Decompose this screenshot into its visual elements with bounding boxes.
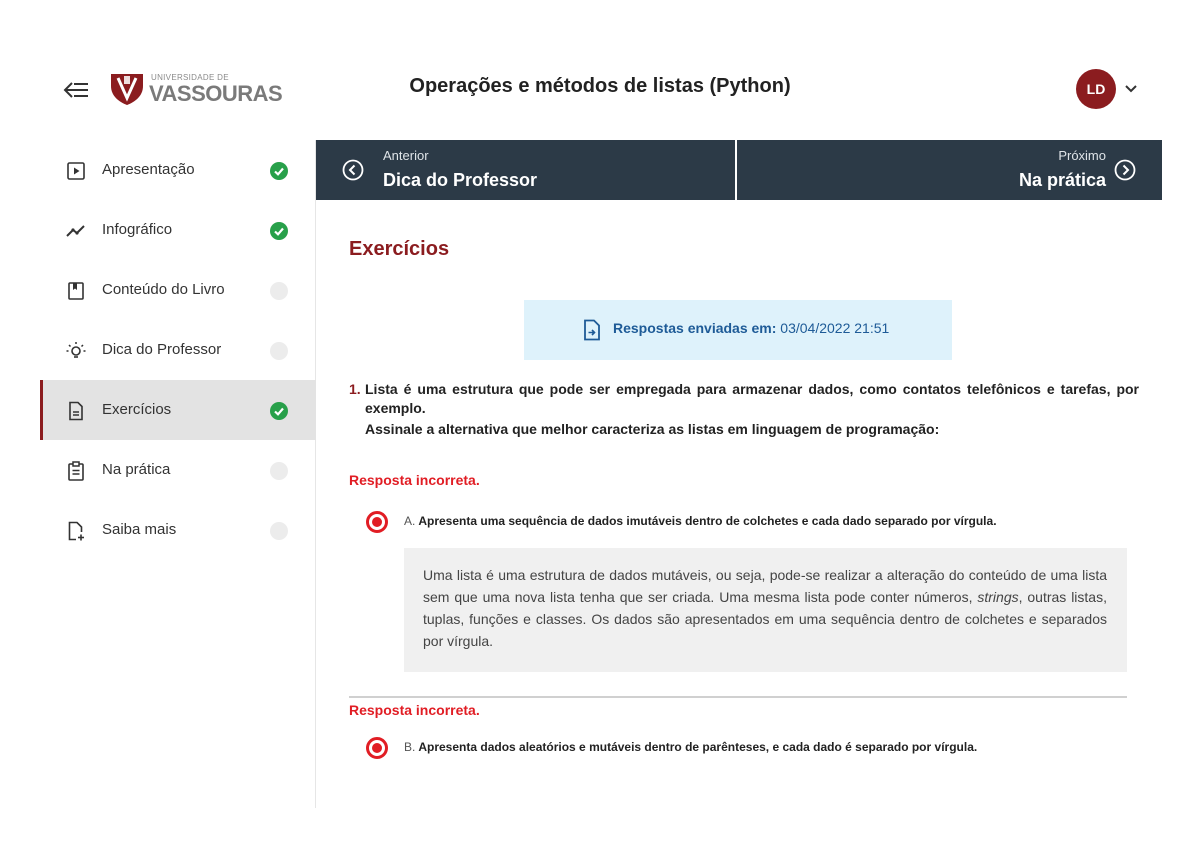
document-icon — [66, 401, 86, 421]
chevron-left-circle-icon — [342, 159, 364, 181]
question-text: Lista é uma estrutura que pode ser empregada para armazenar dados, como contatos telefônicos e tarefas, por exemplo. — [365, 381, 1139, 416]
pending-status-icon — [270, 342, 288, 360]
next-lesson-button[interactable] — [737, 140, 1162, 200]
sidebar-item-label: Na prática — [102, 461, 171, 478]
next-title: Na prática — [1018, 170, 1106, 190]
answer-radio-a[interactable] — [366, 511, 388, 533]
app-header — [0, 40, 1200, 140]
book-icon — [66, 281, 86, 301]
avatar-initials: LD — [1086, 81, 1106, 97]
university-logo[interactable] — [107, 70, 283, 110]
previous-label: Anterior — [383, 148, 429, 163]
completed-check-icon — [270, 162, 288, 180]
previous-title: Dica do Professor — [383, 170, 538, 190]
sidebar-item-dica-do-professor[interactable] — [40, 320, 316, 380]
answer-feedback-a — [404, 548, 1127, 672]
feedback-text-part2: , outras listas, tuplas, funções e classes. Os dados são apresentados em uma sequência dentro de colchetes e separados por vírgula. — [423, 589, 1107, 649]
clipboard-icon — [66, 461, 86, 481]
sidebar-item-conteudo-do-livro[interactable] — [40, 260, 316, 320]
section-title: Exercícios — [349, 238, 450, 260]
document-arrow-icon — [583, 319, 601, 341]
sidebar-item-label: Infográfico — [102, 221, 173, 238]
option-text: Apresenta dados aleatórios e mutáveis dentro de parênteses, e cada dado é separado por vírgula. — [418, 740, 978, 754]
completed-check-icon — [270, 222, 288, 240]
question-instruction: Assinale a alternativa que melhor caracteriza as listas em linguagem de programação: — [365, 421, 940, 437]
next-label: Próximo — [1058, 148, 1106, 163]
trend-line-icon — [66, 221, 86, 241]
sidebar-item-exercicios[interactable] — [40, 380, 316, 440]
submission-label: Respostas enviadas em: — [613, 320, 777, 336]
sidebar-item-saiba-mais[interactable] — [40, 500, 316, 560]
sidebar-item-apresentacao[interactable] — [40, 140, 316, 200]
feedback-text-part1: Uma lista é uma estrutura de dados mutáveis, ou seja, pode-se realizar a alteração do conteúdo de uma lista sem que uma nova lista tenha que ser criada. Uma mesma lista pode conter números, — [423, 567, 1107, 605]
chevron-down-icon[interactable] — [1122, 80, 1140, 98]
previous-lesson-button[interactable] — [316, 140, 735, 200]
answer-option-a[interactable] — [404, 514, 1144, 528]
lightbulb-icon — [66, 341, 86, 361]
option-letter: B. — [404, 740, 416, 754]
sidebar-item-infografico[interactable] — [40, 200, 316, 260]
logo-main-text: VASSOURAS — [149, 81, 283, 106]
file-plus-icon — [66, 521, 86, 541]
sidebar-item-label: Saiba mais — [102, 521, 177, 538]
answer-option-b[interactable] — [404, 740, 1144, 754]
completed-check-icon — [270, 402, 288, 420]
sidebar-item-na-pratica[interactable] — [40, 440, 316, 500]
question-1 — [349, 380, 1139, 439]
pending-status-icon — [270, 282, 288, 300]
page-title: Operações e métodos de listas (Python) — [409, 75, 791, 97]
submission-notice — [524, 300, 952, 360]
sidebar-item-label: Exercícios — [102, 401, 172, 418]
question-number: 1. — [349, 381, 361, 397]
pending-status-icon — [270, 462, 288, 480]
answer-radio-b[interactable] — [366, 737, 388, 759]
submission-datetime: 03/04/2022 21:51 — [780, 320, 890, 336]
sidebar-item-label: Dica do Professor — [102, 341, 222, 358]
logo-top-text: UNIVERSIDADE DE — [151, 73, 229, 82]
option-letter: A. — [404, 514, 416, 528]
avatar[interactable] — [1076, 69, 1116, 109]
sidebar-item-label: Apresentação — [102, 161, 195, 178]
submission-text — [613, 320, 889, 336]
answer-result-a: Resposta incorreta. — [349, 472, 480, 488]
lesson-navigation — [316, 140, 1162, 200]
feedback-emphasis: strings — [977, 589, 1019, 605]
pending-status-icon — [270, 522, 288, 540]
chevron-right-circle-icon — [1114, 159, 1136, 181]
collapse-menu-icon[interactable] — [62, 78, 90, 102]
sidebar-item-label: Conteúdo do Livro — [102, 281, 225, 298]
option-text: Apresenta uma sequência de dados imutáveis dentro de colchetes e cada dado separado por vírgula. — [418, 514, 997, 528]
answer-divider — [349, 696, 1127, 698]
play-box-icon — [66, 161, 86, 181]
answer-result-b: Resposta incorreta. — [349, 702, 480, 718]
sidebar — [40, 140, 316, 808]
crest-icon — [109, 72, 145, 106]
